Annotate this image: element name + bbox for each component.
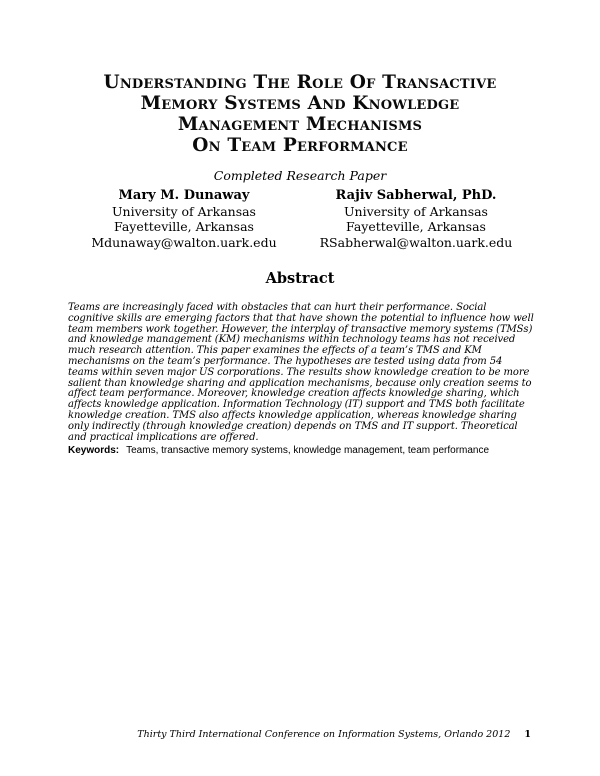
author-2-name: Rajiv Sabherwal, PhD. — [335, 188, 497, 203]
page-footer — [68, 729, 531, 740]
author-2 — [300, 188, 532, 250]
paper-subtitle: Completed Research Paper — [213, 168, 387, 183]
paper-title-line-2: Memory Systems And Knowledge — [140, 93, 460, 114]
page-number: 1 — [524, 729, 531, 740]
footer-conference: Thirty Third International Conference on Information Systems, Orlando 2012 — [137, 729, 511, 740]
paper-title-line-3: Management Mechanisms — [177, 114, 423, 135]
author-2-email: RSabherwal@walton.uark.edu — [319, 234, 513, 250]
author-1-email: Mdunaway@walton.uark.edu — [91, 234, 277, 250]
paper-title-line-4: On Team Performance — [192, 135, 408, 156]
author-2-affiliation: University of Arkansas — [344, 203, 488, 219]
author-block — [68, 188, 532, 250]
author-1-affiliation: University of Arkansas — [112, 203, 256, 219]
keywords-text: Teams, transactive memory systems, knowledge management, team performance — [126, 445, 490, 456]
author-2-city: Fayetteville, Arkansas — [346, 219, 486, 234]
paper-title-line-1: Understanding The Role Of Transactive — [103, 72, 497, 93]
author-1-name: Mary M. Dunaway — [118, 188, 250, 203]
abstract-text: Teams are increasingly faced with obstacles that can hurt their performance. Social cognitive skills are emerging factors that that have shown the potential to influence how well team members work together. However, the interplay of transactive memory systems (TMSs) and knowledge management (KM) mechanisms within technology teams has not received much research attention. This paper examines the effects of a team’s TMS and KM mechanisms on the team’s performance. The hypotheses are tested using data from 54 teams within seven major US corporations. The results show knowledge creation to be more salient than knowledge sharing and application mechanisms, because only creation seems to affect team performance. Moreover, knowledge creation affects knowledge sharing, which affects knowledge application. Information Technology (IT) support and TMS both facilitate knowledge creation. TMS also affects knowledge application, whereas knowledge sharing only indirectly (through knowledge creation) depends on TMS and IT support. Theoretical and practical implications are offered. — [68, 302, 534, 443]
abstract-heading: Abstract — [265, 270, 335, 287]
author-1-city: Fayetteville, Arkansas — [114, 219, 254, 234]
keywords-line — [68, 445, 534, 457]
author-1 — [68, 188, 300, 250]
keywords-label: Keywords: — [68, 445, 120, 456]
paper-title — [40, 72, 560, 156]
